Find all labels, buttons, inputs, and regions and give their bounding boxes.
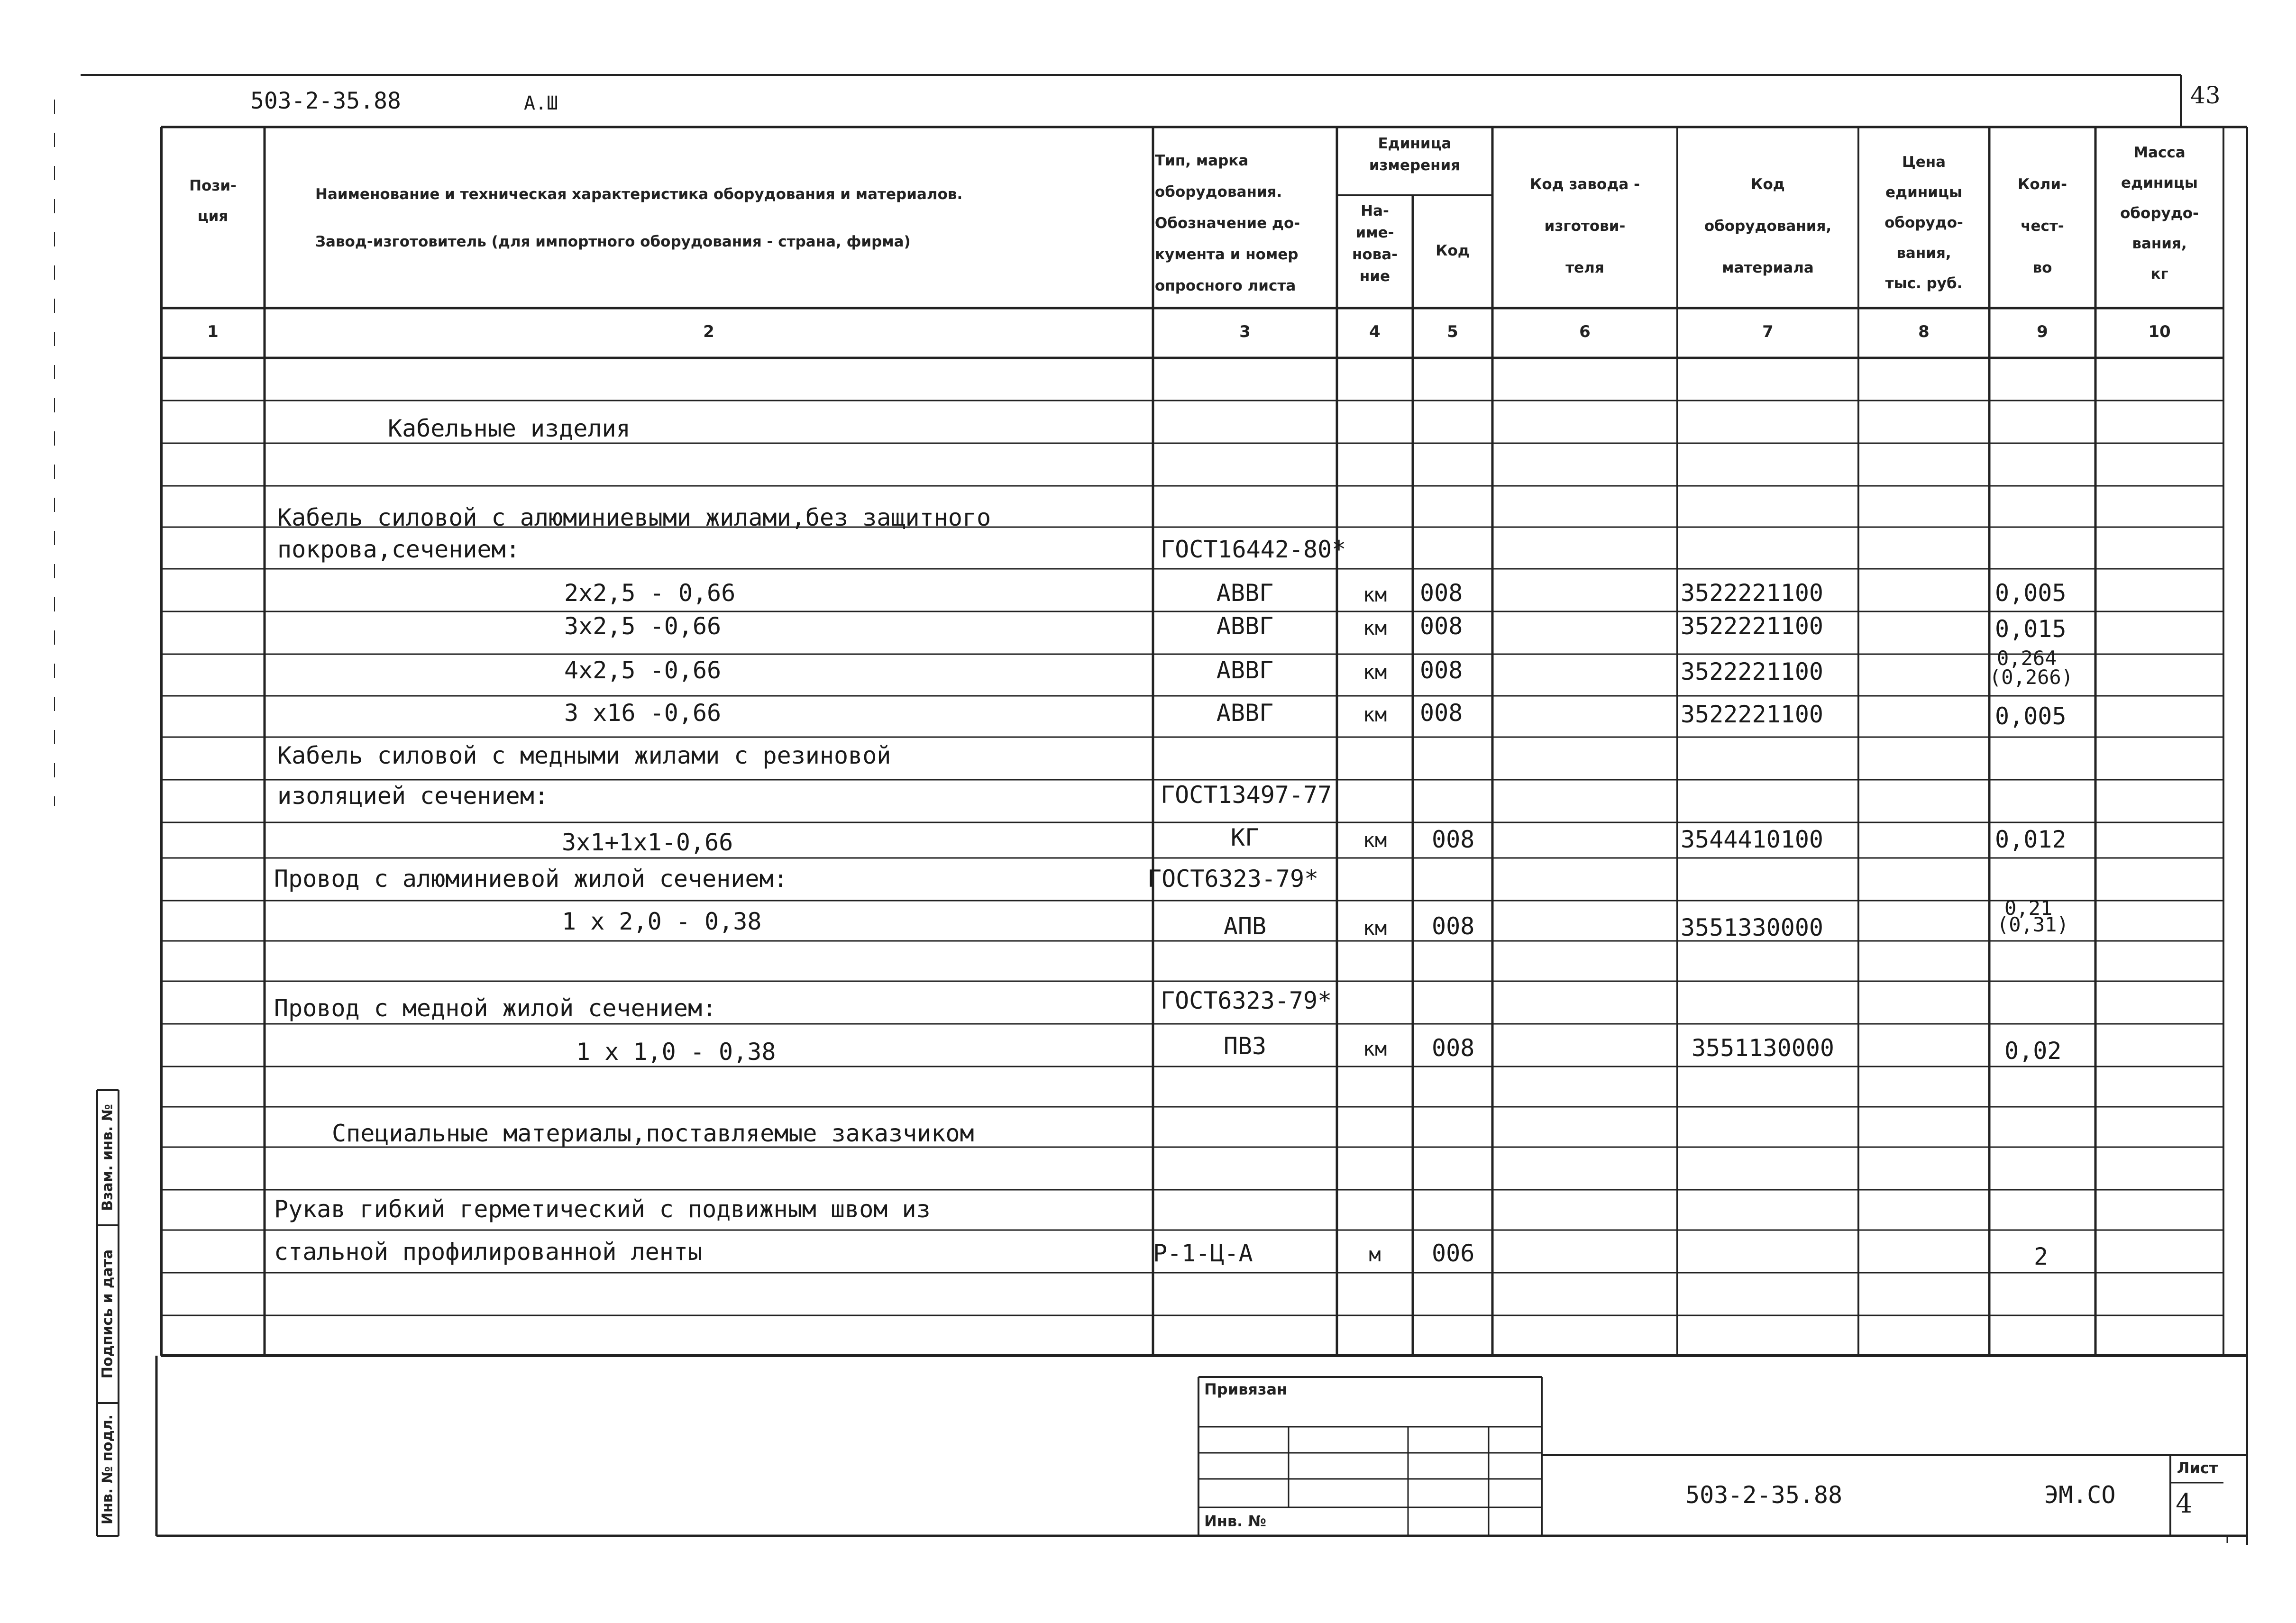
- item-type: КГ: [1230, 824, 1260, 851]
- header-mass: Масса единицы оборудо- вания, кг: [2120, 144, 2199, 283]
- header-price: Цена единицы оборудо- вания, тыс. руб.: [1884, 154, 1963, 292]
- item-equipment-code: 3551130000: [1692, 1034, 1835, 1062]
- item-unit-code: 008: [1432, 826, 1475, 853]
- item-unit: км: [1363, 703, 1387, 726]
- header-unit: Единица измерения: [1369, 135, 1461, 174]
- column-number: 9: [2037, 322, 2048, 341]
- item-unit-code: 008: [1420, 579, 1463, 607]
- item-type: АВВГ: [1216, 612, 1274, 640]
- item-type: АВВГ: [1216, 699, 1274, 727]
- item-name: Рукав гибкий герметический с подвижным швом из: [274, 1195, 931, 1223]
- item-type: АВВГ: [1216, 579, 1274, 607]
- item-quantity: 0,21: [2004, 896, 2053, 920]
- item-unit: км: [1363, 616, 1387, 639]
- item-unit-code: 008: [1432, 1034, 1475, 1062]
- item-unit-code: 008: [1432, 912, 1475, 940]
- column-number: 5: [1447, 322, 1458, 341]
- item-equipment-code: 3551330000: [1681, 914, 1824, 941]
- item-standard: ГОСТ6323-79*: [1161, 987, 1332, 1014]
- header-unit-name: На- име- нова- ние: [1352, 202, 1398, 285]
- section-heading-special-materials: Специальные материалы,поставляемые заказчиком: [332, 1120, 974, 1147]
- stamp-mark: ЭМ.СО: [2044, 1481, 2116, 1509]
- item-standard: ГОСТ16442-80*: [1161, 536, 1346, 563]
- item-quantity: 0,264: [1997, 647, 2057, 670]
- header-position: Пози- ция: [189, 177, 237, 225]
- sheet-label: Лист: [2177, 1459, 2218, 1477]
- item-quantity: 0,015: [1995, 615, 2067, 643]
- item-unit-code: 008: [1420, 656, 1463, 684]
- column-number: 2: [703, 322, 714, 341]
- item-unit-code: 006: [1432, 1240, 1475, 1267]
- item-unit: км: [1363, 1037, 1387, 1060]
- document-code-top: 503-2-35.88: [250, 88, 401, 114]
- item-name: 2х2,5 - 0,66: [564, 579, 736, 607]
- item-unit: км: [1363, 829, 1387, 852]
- header-type: Тип, марка оборудования. Обозначение до- кумента и номер опросного листа: [1155, 152, 1300, 294]
- side-label-signature: Подпись и дата: [99, 1249, 116, 1379]
- item-type: АВВГ: [1216, 656, 1274, 684]
- item-name: 3 х16 -0,66: [564, 699, 722, 727]
- item-type: ПВЗ: [1223, 1032, 1267, 1060]
- album-number: А.Ш: [524, 92, 558, 114]
- stamp-document-code: 503-2-35.88: [1685, 1481, 1843, 1509]
- item-type: Р-1-Ц-А: [1153, 1240, 1253, 1267]
- item-name: 3х1+1х1-0,66: [562, 829, 733, 856]
- item-unit-code: 008: [1420, 699, 1463, 727]
- item-equipment-code: 3522221100: [1681, 612, 1824, 640]
- stamp-privyazan: Привязан: [1204, 1380, 1288, 1398]
- section-heading-cables: Кабельные изделия: [388, 415, 631, 442]
- item-name: покрова,сечением:: [277, 536, 520, 563]
- column-number: 7: [1762, 322, 1774, 341]
- side-label-replacement: Взам. инв. №: [99, 1104, 116, 1211]
- item-quantity: 0,012: [1995, 826, 2067, 853]
- item-standard: ГОСТ6323-79*: [1147, 865, 1319, 893]
- item-name: 1 х 2,0 - 0,38: [562, 908, 762, 935]
- item-quantity: 0,005: [1995, 579, 2067, 607]
- item-type: АПВ: [1223, 912, 1267, 940]
- item-unit: м: [1369, 1243, 1381, 1266]
- side-label-inventory: Инв. № подл.: [99, 1414, 116, 1525]
- item-unit-code: 008: [1420, 612, 1463, 640]
- stamp-inv-no: Инв. №: [1204, 1512, 1266, 1530]
- item-name: Кабель силовой с медными жилами с резиновой: [277, 742, 891, 769]
- sheet-number: 4: [2176, 1488, 2193, 1519]
- item-quantity: 0,005: [1995, 702, 2067, 730]
- header-unit-code: Код: [1436, 242, 1470, 259]
- item-standard: ГОСТ13497-77: [1161, 781, 1332, 809]
- header-name: Наименование и техническая характеристика оборудования и материалов. Завод-изготовитель (для импортного оборудования - страна, фирма): [315, 186, 963, 250]
- column-number: 4: [1369, 322, 1381, 341]
- item-name: стальной профилированной ленты: [274, 1238, 703, 1266]
- item-name: 1 х 1,0 - 0,38: [576, 1038, 776, 1066]
- item-unit: км: [1363, 660, 1387, 684]
- item-quantity: 0,02: [2004, 1037, 2062, 1065]
- item-name: Провод с медной жилой сечением:: [274, 994, 717, 1022]
- column-number: 8: [1918, 322, 1930, 341]
- item-quantity: 2: [2034, 1243, 2049, 1270]
- item-name: изоляцией сечением:: [277, 782, 549, 810]
- item-name: 3х2,5 -0,66: [564, 612, 722, 640]
- item-quantity-alt: (0,266): [1989, 666, 2074, 689]
- item-unit: км: [1363, 583, 1387, 606]
- item-equipment-code: 3544410100: [1681, 826, 1824, 853]
- column-number: 6: [1579, 322, 1591, 341]
- column-number: 10: [2148, 322, 2171, 341]
- item-name: Кабель силовой с алюминиевыми жилами,без защитного: [277, 504, 991, 531]
- header-factory-code: Код завода - изготови- теля: [1530, 176, 1640, 276]
- header-quantity: Коли- чест- во: [2018, 176, 2067, 276]
- item-name: Провод с алюминиевой жилой сечением:: [274, 865, 788, 893]
- item-unit: км: [1363, 916, 1387, 939]
- item-equipment-code: 3522221100: [1681, 579, 1824, 607]
- page-corner-number: 43: [2190, 82, 2221, 109]
- column-number: 3: [1239, 322, 1251, 341]
- header-equipment-code: Код оборудования, материала: [1704, 176, 1832, 276]
- item-equipment-code: 3522221100: [1681, 701, 1824, 728]
- item-quantity-alt: (0,31): [1997, 913, 2069, 936]
- item-name: 4х2,5 -0,66: [564, 656, 722, 684]
- column-number: 1: [207, 322, 219, 341]
- item-equipment-code: 3522221100: [1681, 658, 1824, 685]
